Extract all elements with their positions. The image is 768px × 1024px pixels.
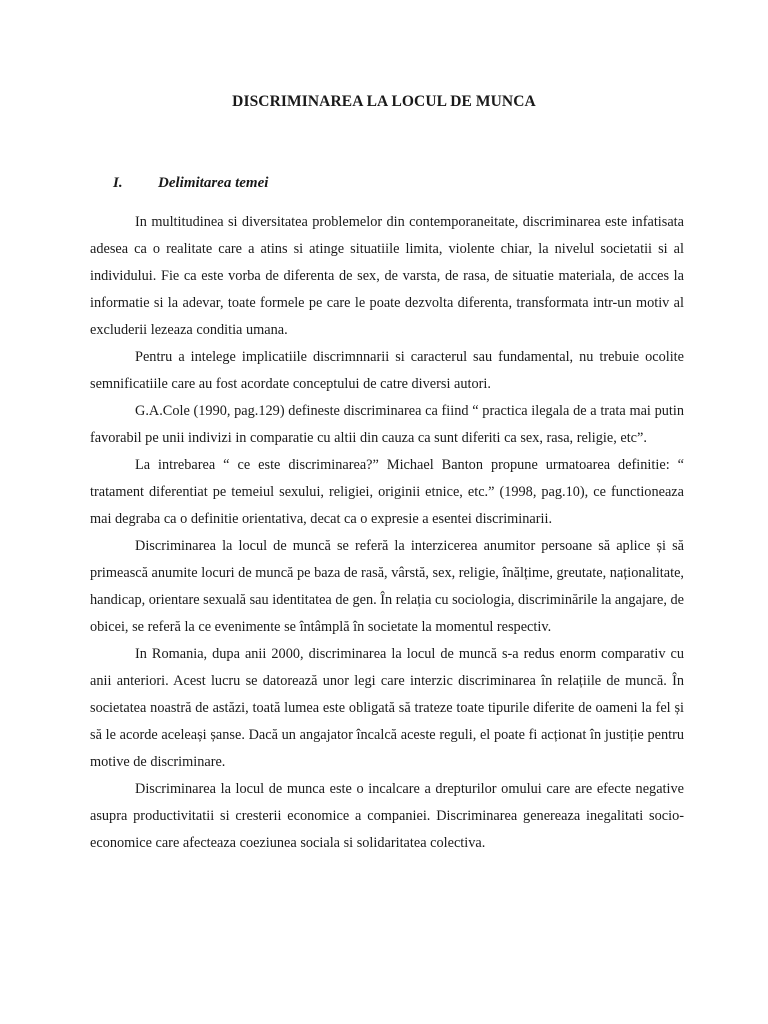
page-title: DISCRIMINAREA LA LOCUL DE MUNCA [232, 93, 536, 110]
paragraph: La intrebarea “ ce este discriminarea?” Michael Banton propune urmatoarea definitie: “ tratament diferentiat pe temeiul sexului, religiei, originii etnice, etc.” (1998, pag.10), ce functioneaza mai degraba ca o definitie orientativa, decat ca o expresie a esentei discriminarii. [90, 457, 684, 527]
section-heading [113, 175, 268, 192]
section-number: I. [113, 175, 123, 191]
paragraph: In multitudinea si diversitatea problemelor din contemporaneitate, discriminarea este infatisata adesea ca o realitate care a atins si atinge situatiile limita, violente chiar, la nivelul societatii si al individului. Fie ca este vorba de diferenta de sex, de varsta, de rasa, de situatie materiala, de acces la informatie si la adevar, toate formele pe care le poate dezvolta diferenta, transformata intr-un motiv al excluderii lezeaza conditia umana. [90, 214, 684, 338]
paragraph: Discriminarea la locul de munca este o incalcare a drepturilor omului care are efecte negative asupra productivitatii si cresterii economice a companiei. Discriminarea genereaza inegalitati socio-economice care afecteaza coeziunea sociala si solidaritatea colectiva. [90, 781, 684, 851]
body-text [90, 209, 684, 857]
paragraph: Pentru a intelege implicatiile discrimnnarii si caracterul sau fundamental, nu trebuie ocolite semnificatiile care au fost acordate conceptului de catre diversi autori. [90, 349, 684, 392]
section-title: Delimitarea temei [158, 175, 269, 191]
paragraph: In Romania, dupa anii 2000, discriminarea la locul de muncă s-a redus enorm comparativ cu anii anteriori. Acest lucru se datorează unor legi care interzic discriminarea în relațiile de muncă. În societatea noastră de astăzi, toată lumea este obligată să trateze toate tipurile diferite de oameni la fel și să le acorde aceleași șanse. Dacă un angajator încalcă aceste reguli, el poate fi acționat în justiție pentru motive de discriminare. [90, 646, 684, 770]
paragraph: G.A.Cole (1990, pag.129) defineste discriminarea ca fiind “ practica ilegala de a trata mai putin favorabil pe unii indivizi in comparatie cu altii din cauza ca sunt diferiti ca sex, rasa, religie, etc”. [90, 403, 684, 446]
paragraph: Discriminarea la locul de muncă se referă la interzicerea anumitor persoane să aplice și să primească anumite locuri de muncă pe baza de rasă, vârstă, sex, religie, înălțime, greutate, naționalitate, handicap, orientare sexuală sau identitatea de gen. În relația cu sociologia, discriminările la angajare, de obicei, se referă la ce evenimente se întâmplă în societate la momentul respectiv. [90, 538, 684, 635]
